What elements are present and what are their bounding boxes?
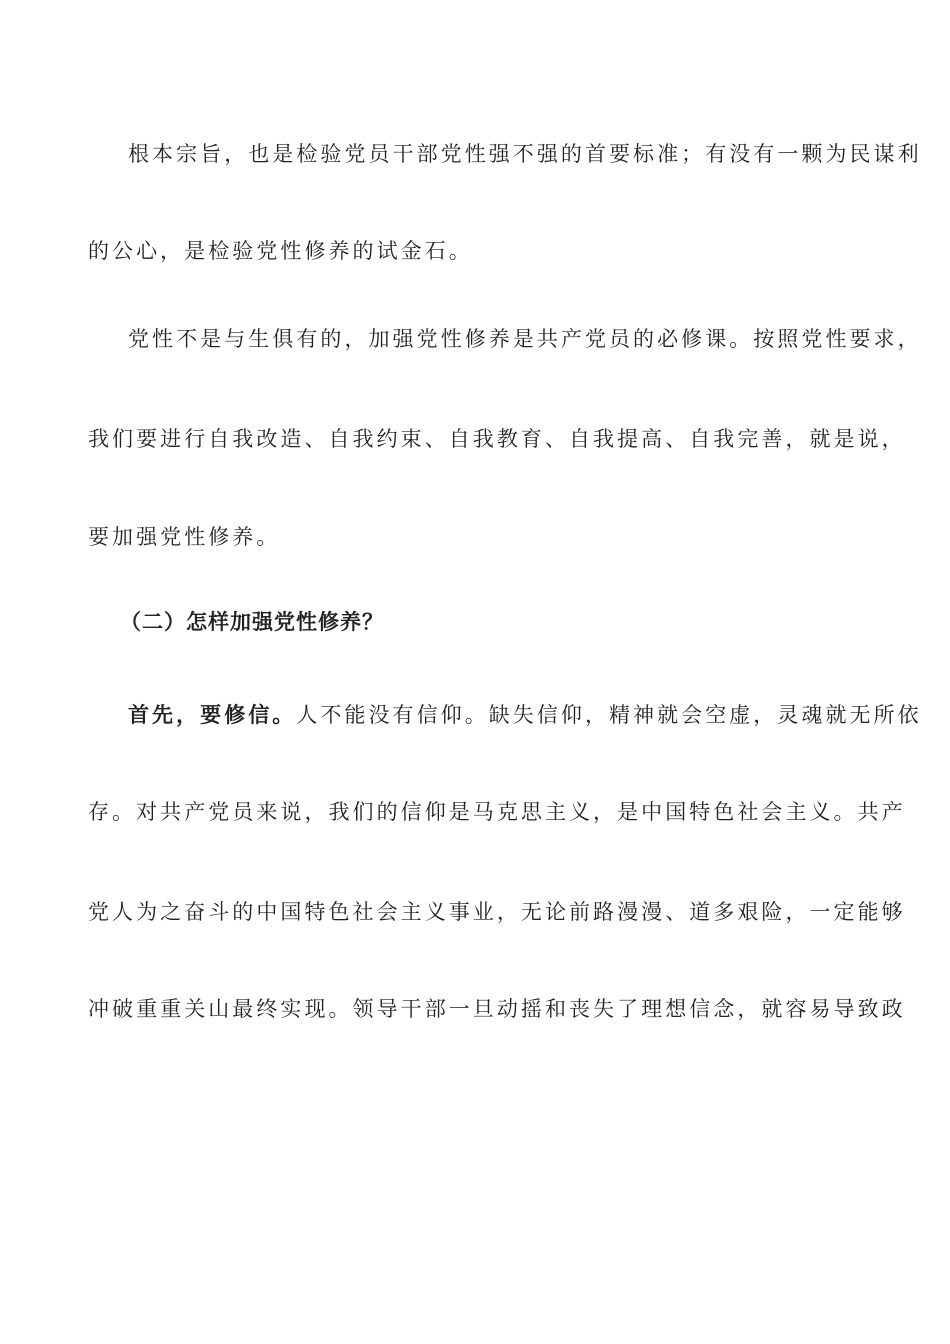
paragraph-line: 党性不是与生俱有的，加强党性修养是共产党员的必修课。按照党性要求，	[128, 327, 922, 351]
section-heading: （二）怎样加强党性修养？	[120, 610, 384, 634]
paragraph-line: 我们要进行自我改造、自我约束、自我教育、自我提高、自我完善，就是说，	[88, 427, 906, 451]
paragraph-text: 人不能没有信仰。缺失信仰，精神就会空虚，灵魂就无所依	[296, 703, 922, 727]
paragraph-line: 的公心，是检验党性修养的试金石。	[88, 239, 473, 263]
paragraph-line	[128, 701, 922, 729]
paragraph-line: 要加强党性修养。	[88, 525, 281, 549]
paragraph-line: 根本宗旨，也是检验党员干部党性强不强的首要标准；有没有一颗为民谋利	[128, 142, 922, 166]
paragraph-line: 存。对共产党员来说，我们的信仰是马克思主义，是中国特色社会主义。共产	[88, 800, 906, 824]
paragraph-lead: 首先，要修信。	[128, 703, 297, 727]
paragraph-line: 党人为之奋斗的中国特色社会主义事业，无论前路漫漫、道多艰险，一定能够	[88, 900, 906, 924]
paragraph-line: 冲破重重关山最终实现。领导干部一旦动摇和丧失了理想信念，就容易导致政	[88, 997, 906, 1021]
